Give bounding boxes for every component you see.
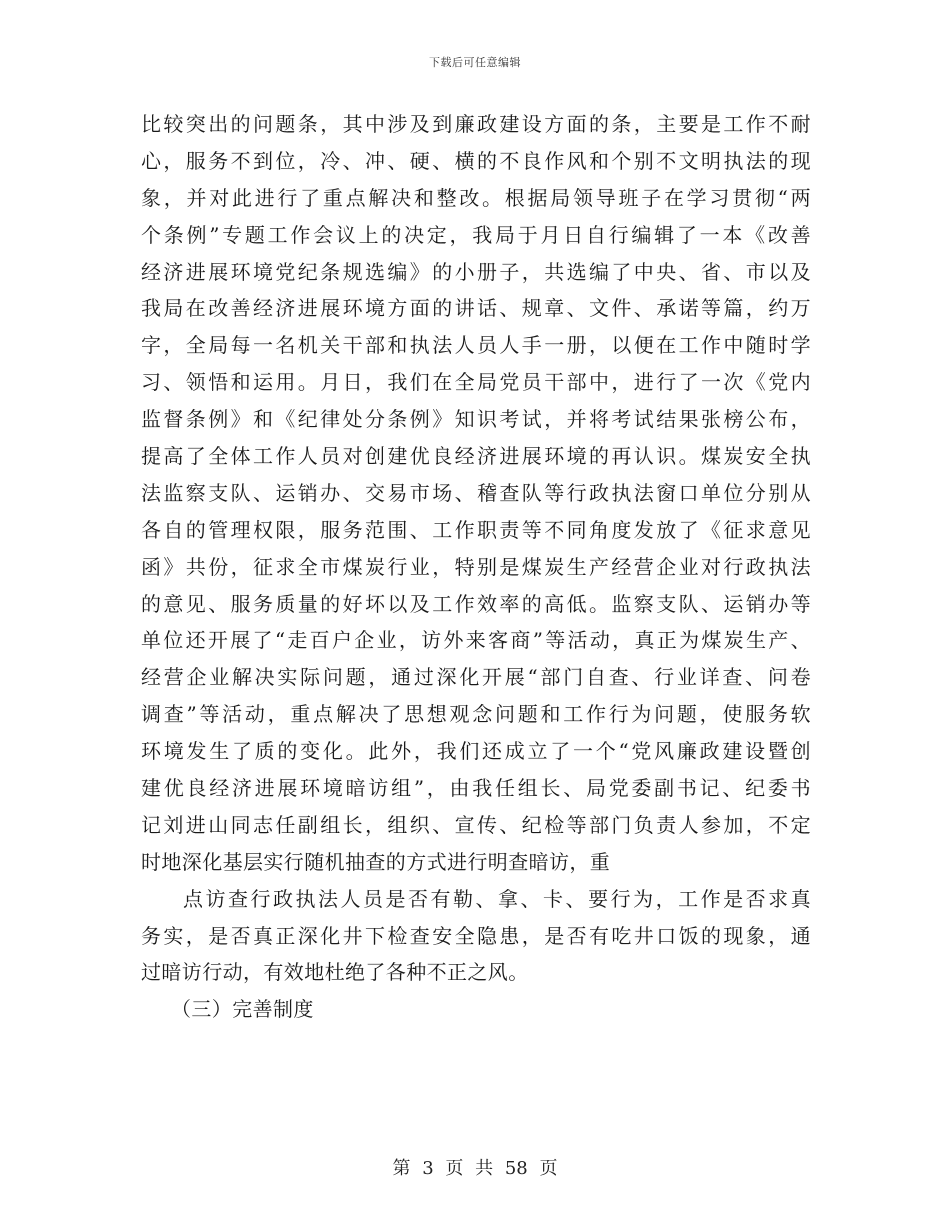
text-line: 字，全局每一名机关干部和执法人员人手一册，以便在工作中随时学 [141,333,811,358]
text-line: 函》共份，征求全市煤炭行业，特别是煤炭生产经营企业对行政执法 [141,554,811,579]
text-line: 各自的管理权限，服务范围、工作职责等不同角度发放了《征求意见 [141,517,811,542]
section-heading: （三）完善制度 [171,997,314,1022]
page-header-note: 下载后可任意编辑 [429,56,521,69]
text-line: 习、领悟和运用。月日，我们在全局党员干部中，进行了一次《党内 [141,370,811,395]
text-line: 提高了全体工作人员对创建优良经济进展环境的再认识。煤炭安全执 [141,444,811,469]
text-line: 我局在改善经济进展环境方面的讲话、规章、文件、承诺等篇，约万 [141,296,811,321]
text-line: 记刘进山同志任副组长，组织、宣传、纪检等部门负责人参加，不定 [141,812,811,837]
text-line: 调查”等活动，重点解决了思想观念问题和工作行为问题，使服务软 [141,702,811,727]
text-line: 经济进展环境党纪条规选编》的小册子，共选编了中央、省、市以及 [141,259,811,284]
text-line: 环境发生了质的变化。此外，我们还成立了一个“党风廉政建设暨创 [141,739,811,764]
text-line: 心，服务不到位，冷、冲、硬、横的不良作风和个别不文明执法的现 [141,148,811,173]
text-line: 经营企业解决实际问题，通过深化开展“部门自查、行业详查、问卷 [141,665,811,690]
text-line: 法监察支队、运销办、交易市场、稽查队等行政执法窗口单位分别从 [141,480,811,505]
page-number-footer: 第 3 页 共 58 页 [392,1158,558,1179]
text-line: 过暗访行动，有效地杜绝了各种不正之风。 [141,960,529,985]
text-line: 监督条例》和《纪律处分条例》知识考试，并将考试结果张榜公布， [141,407,811,432]
text-line: 单位还开展了“走百户企业，访外来客商”等活动，真正为煤炭生产、 [141,628,811,653]
text-line: 的意见、服务质量的好坏以及工作效率的高低。监察支队、运销办等 [141,591,811,616]
paragraph-start-line: 点访查行政执法人员是否有勒、拿、卡、要行为，工作是否求真 [183,886,811,911]
text-line: 个条例”专题工作会议上的决定，我局于月日自行编辑了一本《改善 [141,222,811,247]
document-body [141,106,811,1028]
text-line: 比较突出的问题条，其中涉及到廉政建设方面的条，主要是工作不耐 [141,112,811,136]
text-line: 象，并对此进行了重点解决和整改。根据局领导班子在学习贯彻“两 [141,185,811,210]
text-line: 时地深化基层实行随机抽查的方式进行明查暗访，重 [141,849,611,874]
text-line: 务实，是否真正深化井下检查安全隐患，是否有吃井口饭的现象，通 [141,923,811,948]
text-line: 建优良经济进展环境暗访组”，由我任组长、局党委副书记、纪委书 [141,776,811,801]
